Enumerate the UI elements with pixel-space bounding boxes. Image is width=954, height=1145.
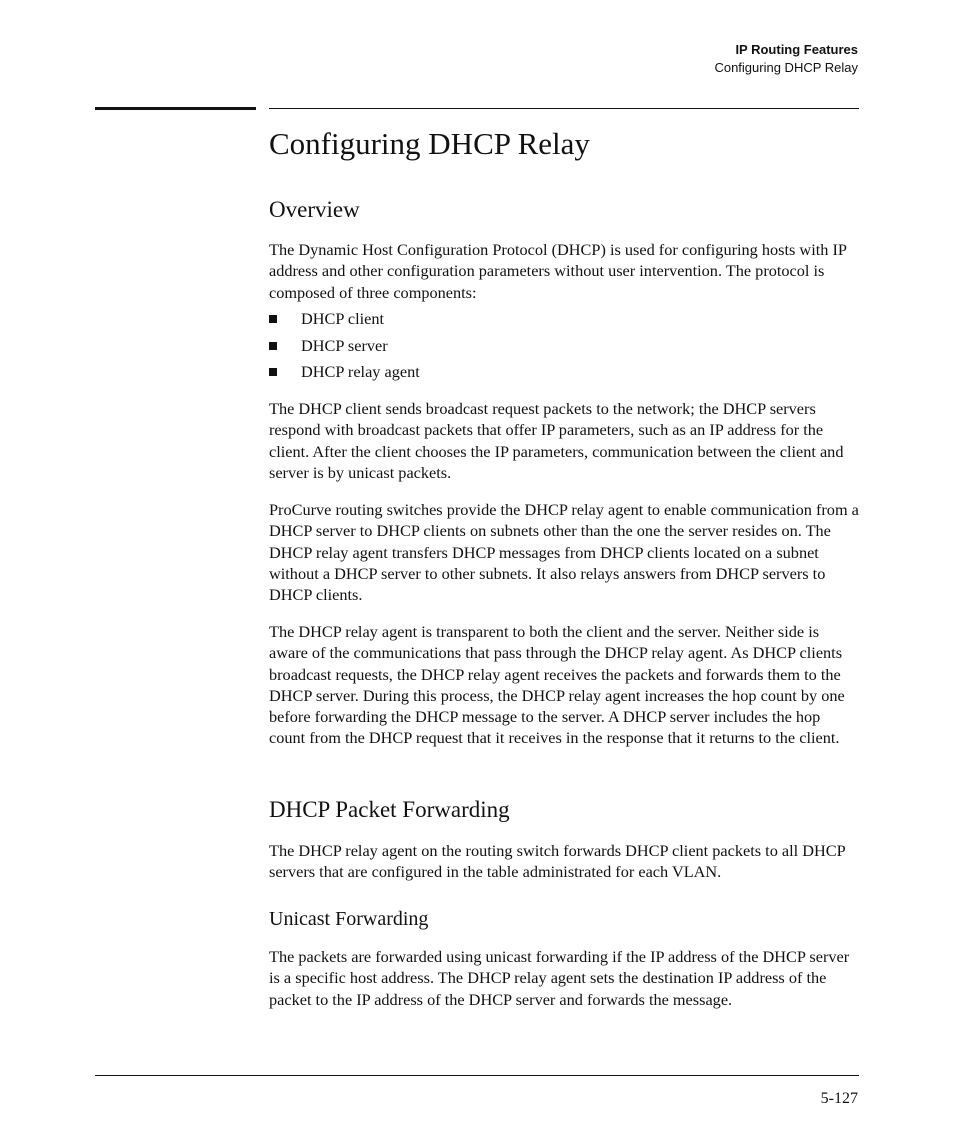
overview-paragraph-2: ProCurve routing switches provide the DHCP relay agent to enable communication from a DHCP server to DHCP clients on subnets other than the one the server resides on. The DHCP relay agent transfers DHCP messages from DHCP clients located on a subnet without a DHCP server to other subnets. It also relays answers from DHCP servers to DHCP clients. xyxy=(269,500,859,605)
forwarding-paragraph: The DHCP relay agent on the routing switch forwards DHCP client packets to all DHCP servers that are configured in the table administrated for each VLAN. xyxy=(269,841,846,882)
footer-rule xyxy=(95,1075,859,1076)
unicast-paragraph: The packets are forwarded using unicast forwarding if the IP address of the DHCP server is a specific host address. The DHCP relay agent sets the destination IP address of the packet to the IP address of the DHCP server and forwards the message. xyxy=(269,947,850,1009)
running-header-chapter: IP Routing Features xyxy=(735,42,858,57)
running-header-section: Configuring DHCP Relay xyxy=(714,60,858,75)
bullet-square-icon xyxy=(269,315,277,323)
bullet-square-icon xyxy=(269,342,277,350)
bullet-square-icon xyxy=(269,368,277,376)
forwarding-heading: DHCP Packet Forwarding xyxy=(269,797,510,822)
overview-heading: Overview xyxy=(269,197,360,222)
overview-paragraph-3: The DHCP relay agent is transparent to both the client and the server. Neither side is aware of the communications that pass through the DHCP relay agent. As DHCP clients broadcast requests, the DHCP relay agent receives the packets and forwards them to the DHCP server. During this process, the DHCP relay agent increases the hop count by one before forwarding the DHCP message to the server. A DHCP server includes the hop count from the DHCP request that it receives in the response that it returns to the client. xyxy=(269,622,845,748)
unicast-heading: Unicast Forwarding xyxy=(269,908,429,930)
page-number: 5-127 xyxy=(820,1090,858,1107)
page-title: Configuring DHCP Relay xyxy=(269,126,590,161)
header-rule-thin xyxy=(269,108,859,109)
overview-paragraph-1: The DHCP client sends broadcast request packets to the network; the DHCP servers respond with broadcast packets that offer IP parameters, such as an IP address for the client. After the client chooses the IP parameters, communication between the client and server is by unicast packets. xyxy=(269,399,844,482)
overview-intro: The Dynamic Host Configuration Protocol (DHCP) is used for configuring hosts with IP address and other configuration parameters without user intervention. The protocol is composed of three components: xyxy=(269,240,847,302)
header-rule-thick xyxy=(95,107,256,110)
